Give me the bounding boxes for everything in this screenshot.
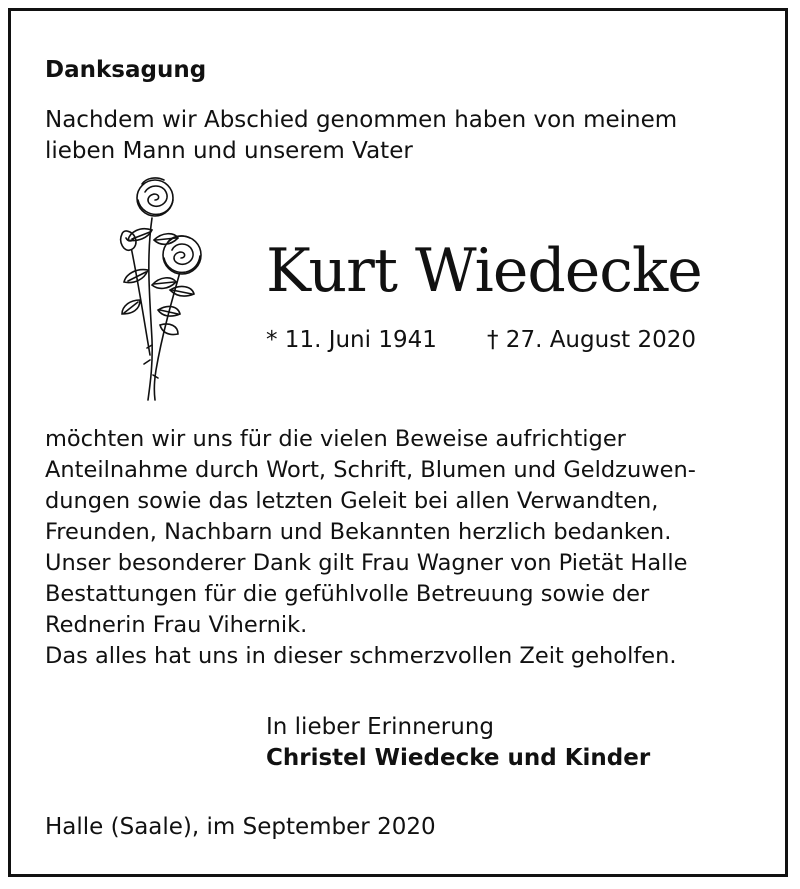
- birth-date: * 11. Juni 1941: [266, 327, 437, 353]
- death-date: † 27. August 2020: [487, 327, 697, 353]
- roses-illustration: [100, 170, 220, 402]
- heading: Danksagung: [45, 57, 207, 83]
- body-line: Freunden, Nachbarn und Bekannten herzlich bedanken.: [45, 519, 672, 545]
- place-date: Halle (Saale), im September 2020: [45, 814, 436, 840]
- body-line: Bestattungen für die gefühlvolle Betreuung sowie der: [45, 581, 650, 607]
- intro-line-2: lieben Mann und unserem Vater: [45, 138, 413, 164]
- thanks-body: [45, 424, 696, 672]
- body-line: Anteilnahme durch Wort, Schrift, Blumen und Geldzuwen-: [45, 457, 696, 483]
- body-line: möchten wir uns für die vielen Beweise aufrichtiger: [45, 426, 626, 452]
- body-line: Das alles hat uns in dieser schmerzvollen Zeit geholfen.: [45, 643, 677, 669]
- intro-line-1: Nachdem wir Abschied genommen haben von meinem: [45, 107, 678, 133]
- body-line: Unser besonderer Dank gilt Frau Wagner von Pietät Halle: [45, 550, 688, 576]
- body-line: Rednerin Frau Vihernik.: [45, 612, 308, 638]
- signature: Christel Wiedecke und Kinder: [266, 745, 651, 771]
- deceased-name: Kurt Wiedecke: [266, 236, 702, 306]
- closing-phrase: In lieber Erinnerung: [266, 714, 495, 740]
- body-line: dungen sowie das letzten Geleit bei allen Verwandten,: [45, 488, 659, 514]
